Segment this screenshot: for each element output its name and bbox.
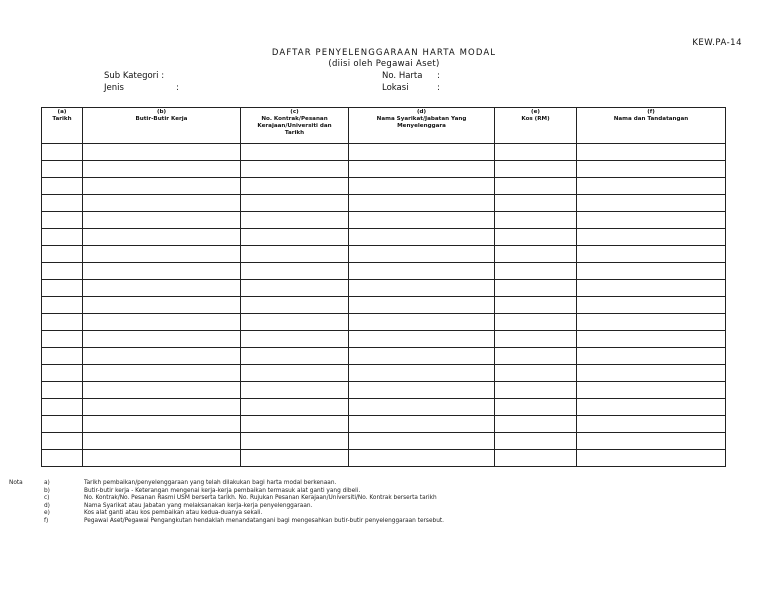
cell-nama-tandatangan[interactable] — [577, 195, 726, 212]
cell-nama-tandatangan[interactable] — [577, 263, 726, 280]
note-mark: d) — [44, 502, 50, 509]
cell-nama-tandatangan[interactable] — [577, 246, 726, 263]
header-label: Kos (RM) — [521, 116, 550, 122]
cell-nama-syarikat[interactable] — [349, 416, 495, 433]
cell-kos[interactable] — [495, 348, 577, 365]
no-harta-field — [382, 71, 462, 81]
cell-tarikh[interactable] — [42, 433, 83, 450]
table-row — [42, 433, 726, 450]
header-letter: (e) — [531, 109, 540, 115]
maintenance-register-table — [41, 107, 726, 467]
cell-no-kontrak[interactable] — [241, 280, 349, 297]
note-mark: c) — [44, 495, 50, 502]
header-letter: (c) — [290, 109, 299, 115]
jenis-label: Jenis — [104, 83, 124, 93]
header-letter: (b) — [156, 109, 167, 115]
cell-tarikh[interactable] — [42, 161, 83, 178]
form-code: KEW.PA-14 — [692, 38, 742, 48]
cell-nama-syarikat[interactable] — [349, 297, 495, 314]
cell-kos[interactable] — [495, 297, 577, 314]
cell-no-kontrak[interactable] — [241, 195, 349, 212]
header-letter: (f) — [647, 109, 655, 115]
cell-nama-tandatangan[interactable] — [577, 314, 726, 331]
cell-butir-kerja[interactable] — [83, 382, 241, 399]
cell-tarikh[interactable] — [42, 263, 83, 280]
header-butir-kerja — [83, 108, 241, 144]
cell-nama-syarikat[interactable] — [349, 314, 495, 331]
header-tarikh — [42, 108, 83, 144]
cell-no-kontrak[interactable] — [241, 433, 349, 450]
cell-tarikh[interactable] — [42, 280, 83, 297]
jenis-colon: : — [176, 83, 179, 93]
cell-no-kontrak[interactable] — [241, 399, 349, 416]
cell-kos[interactable] — [495, 399, 577, 416]
cell-tarikh[interactable] — [42, 382, 83, 399]
note-item — [44, 510, 604, 518]
cell-tarikh[interactable] — [42, 314, 83, 331]
note-item — [44, 495, 604, 503]
cell-butir-kerja[interactable] — [83, 263, 241, 280]
cell-nama-tandatangan[interactable] — [577, 331, 726, 348]
cell-kos[interactable] — [495, 161, 577, 178]
table-row — [42, 399, 726, 416]
cell-butir-kerja[interactable] — [83, 297, 241, 314]
cell-no-kontrak[interactable] — [241, 178, 349, 195]
cell-nama-tandatangan[interactable] — [577, 297, 726, 314]
table-row — [42, 314, 726, 331]
cell-nama-tandatangan[interactable] — [577, 144, 726, 161]
header-letter: (a) — [57, 109, 67, 115]
table-row — [42, 144, 726, 161]
header-kos — [495, 108, 577, 144]
cell-nama-tandatangan[interactable] — [577, 229, 726, 246]
header-nama-syarikat — [349, 108, 495, 144]
cell-nama-syarikat[interactable] — [349, 263, 495, 280]
cell-butir-kerja[interactable] — [83, 195, 241, 212]
cell-kos[interactable] — [495, 178, 577, 195]
cell-butir-kerja[interactable] — [83, 161, 241, 178]
note-mark: b) — [44, 487, 50, 494]
note-text: Kos alat ganti atau kos pembaikan atau kedua-duanya sekali. — [84, 510, 263, 517]
cell-kos[interactable] — [495, 382, 577, 399]
cell-butir-kerja[interactable] — [83, 331, 241, 348]
note-text: No. Kontrak/No. Pesanan Rasmi USM berserta tarikh. No. Rujukan Pesanan Kerajaan/Universiti/No. Kontrak berserta tarikh — [84, 495, 437, 502]
cell-no-kontrak[interactable] — [241, 246, 349, 263]
cell-nama-syarikat[interactable] — [349, 348, 495, 365]
cell-nama-syarikat[interactable] — [349, 246, 495, 263]
document-subtitle: (diisi oleh Pegawai Aset) — [328, 59, 440, 69]
cell-kos[interactable] — [495, 433, 577, 450]
cell-nama-syarikat[interactable] — [349, 229, 495, 246]
cell-nama-tandatangan[interactable] — [577, 433, 726, 450]
table-body — [42, 144, 726, 467]
table-row — [42, 280, 726, 297]
note-item — [44, 488, 604, 496]
cell-tarikh[interactable] — [42, 348, 83, 365]
cell-no-kontrak[interactable] — [241, 416, 349, 433]
note-text: Tarikh pembaikan/penyelenggaraan yang telah dilakukan bagi harta modal berkenaan. — [84, 480, 337, 486]
jenis-field — [104, 83, 184, 93]
cell-no-kontrak[interactable] — [241, 229, 349, 246]
cell-nama-syarikat[interactable] — [349, 365, 495, 382]
cell-nama-tandatangan[interactable] — [577, 161, 726, 178]
cell-nama-syarikat[interactable] — [349, 399, 495, 416]
cell-butir-kerja[interactable] — [83, 246, 241, 263]
note-text: Butir-butir kerja - Keterangan mengenai kerja-kerja pembaikan termasuk alat ganti yang dibeli. — [84, 487, 361, 494]
table-row — [42, 229, 726, 246]
sub-kategori-label: Sub Kategori : — [104, 71, 165, 81]
cell-butir-kerja[interactable] — [83, 450, 241, 467]
sub-kategori-field — [104, 71, 164, 81]
cell-kos[interactable] — [495, 263, 577, 280]
table-row — [42, 382, 726, 399]
cell-kos[interactable] — [495, 365, 577, 382]
cell-nama-syarikat[interactable] — [349, 178, 495, 195]
notes-heading: Nota — [9, 480, 23, 486]
cell-no-kontrak[interactable] — [241, 144, 349, 161]
cell-tarikh[interactable] — [42, 331, 83, 348]
cell-nama-tandatangan[interactable] — [577, 382, 726, 399]
table-row — [42, 416, 726, 433]
cell-butir-kerja[interactable] — [83, 280, 241, 297]
cell-no-kontrak[interactable] — [241, 212, 349, 229]
table-row — [42, 450, 726, 467]
header-letter: (d) — [416, 109, 427, 115]
table-row — [42, 348, 726, 365]
cell-butir-kerja[interactable] — [83, 433, 241, 450]
note-mark: a) — [44, 480, 50, 486]
cell-nama-syarikat[interactable] — [349, 382, 495, 399]
cell-nama-tandatangan[interactable] — [577, 450, 726, 467]
cell-no-kontrak[interactable] — [241, 297, 349, 314]
document-title: DAFTAR PENYELENGGARAAN HARTA MODAL — [271, 48, 497, 58]
cell-nama-syarikat[interactable] — [349, 212, 495, 229]
lokasi-colon: : — [437, 83, 440, 93]
cell-no-kontrak[interactable] — [241, 365, 349, 382]
cell-tarikh[interactable] — [42, 178, 83, 195]
cell-nama-syarikat[interactable] — [349, 433, 495, 450]
cell-tarikh[interactable] — [42, 365, 83, 382]
cell-kos[interactable] — [495, 212, 577, 229]
table-row — [42, 195, 726, 212]
header-label: No. Kontrak/Pesanan Kerajaan/Universiti dan Tarikh — [257, 116, 332, 136]
cell-butir-kerja[interactable] — [83, 178, 241, 195]
lokasi-label: Lokasi — [382, 83, 409, 93]
cell-butir-kerja[interactable] — [83, 314, 241, 331]
header-label: Tarikh — [52, 116, 72, 122]
cell-nama-tandatangan[interactable] — [577, 280, 726, 297]
table-row — [42, 365, 726, 382]
table-row — [42, 297, 726, 314]
no-harta-colon: : — [437, 71, 440, 81]
cell-kos[interactable] — [495, 416, 577, 433]
note-text: Pegawai Aset/Pegawai Pengangkutan hendaklah menandatangani bagi mengesahkan butir-butir penyelenggaraan tersebut. — [84, 517, 444, 524]
header-label: Butir-Butir Kerja — [135, 116, 188, 122]
cell-kos[interactable] — [495, 450, 577, 467]
cell-nama-tandatangan[interactable] — [577, 348, 726, 365]
cell-butir-kerja[interactable] — [83, 229, 241, 246]
cell-kos[interactable] — [495, 246, 577, 263]
cell-tarikh[interactable] — [42, 399, 83, 416]
cell-butir-kerja[interactable] — [83, 399, 241, 416]
table-row — [42, 161, 726, 178]
cell-nama-tandatangan[interactable] — [577, 212, 726, 229]
cell-butir-kerja[interactable] — [83, 365, 241, 382]
cell-no-kontrak[interactable] — [241, 331, 349, 348]
cell-kos[interactable] — [495, 280, 577, 297]
cell-butir-kerja[interactable] — [83, 348, 241, 365]
cell-nama-tandatangan[interactable] — [577, 365, 726, 382]
cell-tarikh[interactable] — [42, 450, 83, 467]
cell-nama-syarikat[interactable] — [349, 161, 495, 178]
note-mark: e) — [44, 510, 50, 517]
cell-nama-syarikat[interactable] — [349, 280, 495, 297]
cell-nama-tandatangan[interactable] — [577, 399, 726, 416]
cell-nama-tandatangan[interactable] — [577, 416, 726, 433]
note-item — [44, 480, 604, 488]
cell-butir-kerja[interactable] — [83, 212, 241, 229]
cell-kos[interactable] — [495, 229, 577, 246]
table-row — [42, 212, 726, 229]
lokasi-field — [382, 83, 462, 93]
notes-list — [44, 480, 604, 526]
cell-no-kontrak[interactable] — [241, 314, 349, 331]
cell-tarikh[interactable] — [42, 246, 83, 263]
cell-tarikh[interactable] — [42, 195, 83, 212]
cell-tarikh[interactable] — [42, 229, 83, 246]
cell-no-kontrak[interactable] — [241, 263, 349, 280]
cell-nama-syarikat[interactable] — [349, 144, 495, 161]
cell-tarikh[interactable] — [42, 297, 83, 314]
cell-butir-kerja[interactable] — [83, 144, 241, 161]
cell-nama-tandatangan[interactable] — [577, 178, 726, 195]
cell-kos[interactable] — [495, 144, 577, 161]
table-row — [42, 263, 726, 280]
header-label: Nama dan Tandatangan — [613, 116, 689, 122]
cell-no-kontrak[interactable] — [241, 450, 349, 467]
cell-kos[interactable] — [495, 331, 577, 348]
cell-no-kontrak[interactable] — [241, 348, 349, 365]
cell-tarikh[interactable] — [42, 212, 83, 229]
table-row — [42, 178, 726, 195]
cell-nama-syarikat[interactable] — [349, 195, 495, 212]
table-header-row — [42, 108, 726, 144]
header-nama-tandatangan — [577, 108, 726, 144]
cell-tarikh[interactable] — [42, 144, 83, 161]
cell-butir-kerja[interactable] — [83, 416, 241, 433]
cell-kos[interactable] — [495, 314, 577, 331]
cell-tarikh[interactable] — [42, 416, 83, 433]
header-no-kontrak — [241, 108, 349, 144]
cell-no-kontrak[interactable] — [241, 161, 349, 178]
table-row — [42, 246, 726, 263]
cell-no-kontrak[interactable] — [241, 382, 349, 399]
note-mark: f) — [44, 517, 49, 524]
cell-kos[interactable] — [495, 195, 577, 212]
cell-nama-syarikat[interactable] — [349, 331, 495, 348]
table-row — [42, 331, 726, 348]
cell-nama-syarikat[interactable] — [349, 450, 495, 467]
note-item — [44, 518, 604, 526]
header-label: Nama Syarikat/Jabatan Yang Menyelenggara — [376, 116, 467, 129]
note-text: Nama Syarikat atau Jabatan yang melaksanakan kerja-kerja penyelenggaraan. — [84, 502, 313, 509]
note-item — [44, 503, 604, 511]
no-harta-label: No. Harta — [382, 71, 423, 81]
